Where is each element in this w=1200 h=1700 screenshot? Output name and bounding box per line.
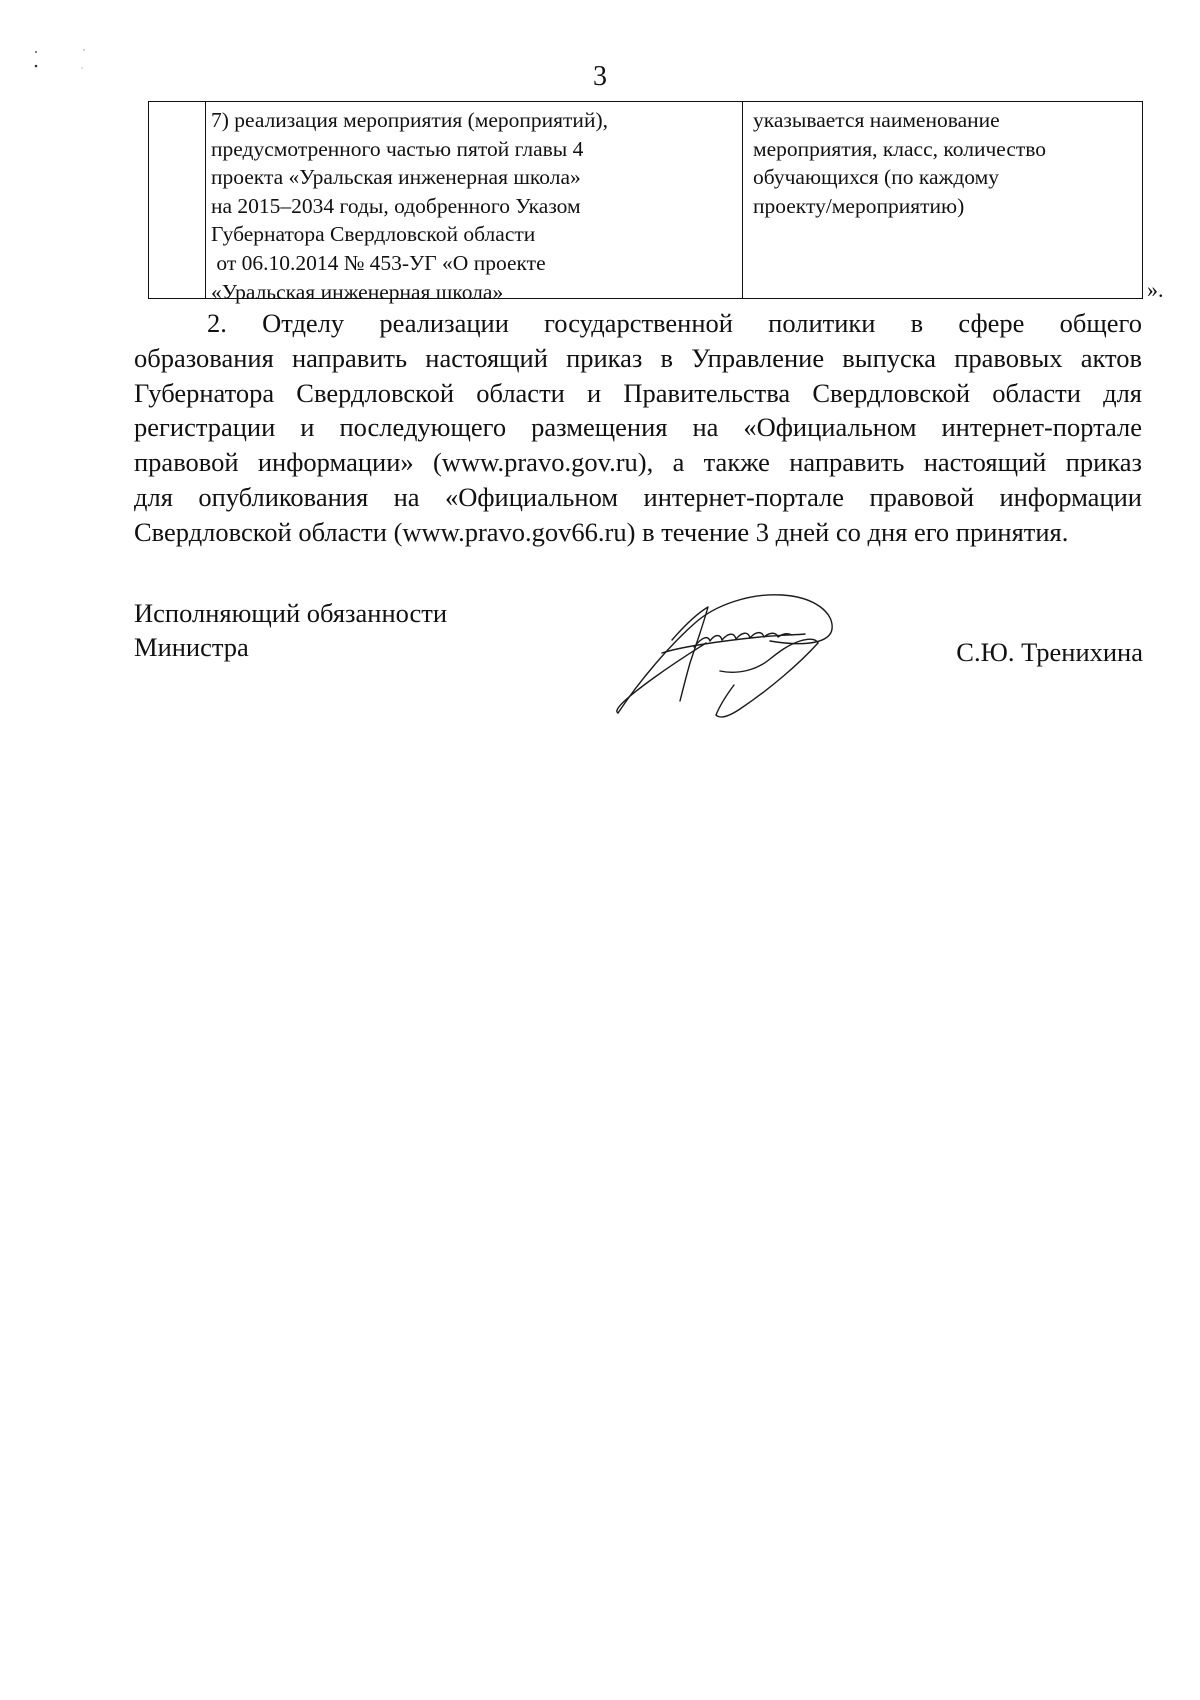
table-item-line: «Уральская инженерная школа»	[211, 279, 504, 304]
table-item-line: предусмотренного частью пятой главы 4	[211, 136, 584, 161]
table-description-line: проекту/мероприятию)	[753, 193, 965, 218]
paragraph-2	[134, 306, 1142, 550]
signatory-role-line: Министра	[134, 632, 249, 662]
handwritten-signature	[610, 585, 840, 725]
signatory-role-line: Исполняющий обязанности	[134, 598, 448, 628]
table-item-line: 7) реализация мероприятия (мероприятий),	[211, 108, 608, 132]
signatory-role	[134, 596, 447, 664]
paragraph-line: 2. Отделу реализации государственной политики в сфере общего	[207, 308, 1142, 338]
table-description-line: мероприятия, класс, количество	[753, 136, 1047, 161]
table-description-line: указывается наименование	[753, 108, 1000, 132]
paragraph-line: правовой информации» (www.pravo.gov.ru), а также направить настоящий приказ	[134, 447, 1142, 478]
table-item-line: на 2015–2034 годы, одобренного Указом	[211, 193, 581, 218]
table-item-line: Губернатора Свердловской области	[211, 222, 536, 247]
page-number: 3	[593, 61, 607, 92]
table-description-line: обучающихся (по каждому	[753, 165, 999, 190]
table-closing-quote: ».	[1147, 277, 1164, 302]
table-item-line: проекта «Уральская инженерная школа»	[211, 165, 581, 190]
table-cell-item	[205, 102, 743, 304]
paragraph-line: регистрации и последующего размещения на «Официальном интернет-портале	[134, 412, 1142, 443]
table-row	[148, 101, 1143, 304]
table-cell-index	[149, 102, 206, 298]
table-item-line: от 06.10.2014 № 453-УГ «О проекте	[211, 250, 546, 275]
table-cell-description	[743, 102, 1141, 298]
paragraph-line: для опубликования на «Официальном интернет-портале правовой информации	[134, 481, 1142, 512]
paragraph-line: Губернатора Свердловской области и Правительства Свердловской области для	[134, 377, 1142, 408]
paragraph-line: Свердловской области (www.pravo.gov66.ru) в течение 3 дней со дня его принятия.	[134, 516, 1069, 547]
paragraph-line: образования направить настоящий приказ в Управление выпуска правовых актов	[134, 342, 1142, 373]
signatory-name: С.Ю. Тренихина	[956, 637, 1143, 667]
